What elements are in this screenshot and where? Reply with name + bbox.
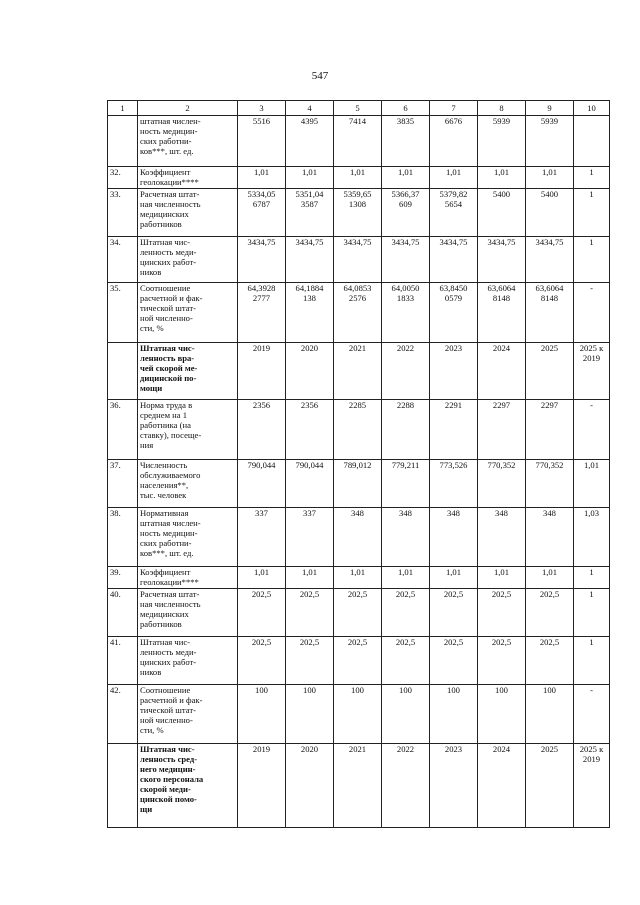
header-cell: 8 — [478, 101, 526, 116]
table-row — [108, 400, 610, 460]
value-cell: 5351,04 3587 — [286, 189, 334, 237]
value-cell: 202,5 — [526, 637, 574, 685]
value-cell: 202,5 — [334, 637, 382, 685]
value-cell: 773,526 — [430, 460, 478, 508]
value-cell: 2020 — [286, 744, 334, 828]
value-cell: 2024 — [478, 343, 526, 400]
value-cell: 2356 — [286, 400, 334, 460]
value-cell: 348 — [526, 508, 574, 567]
value-cell: 2025 — [526, 744, 574, 828]
value-cell: 4395 — [286, 116, 334, 167]
table-row — [108, 343, 610, 400]
value-cell: 779,211 — [382, 460, 430, 508]
header-cell: 6 — [382, 101, 430, 116]
value-cell: 202,5 — [382, 637, 430, 685]
value-cell: 2021 — [334, 744, 382, 828]
value-cell: 1 — [574, 637, 610, 685]
table-row — [108, 744, 610, 828]
value-cell: 63,8450 0579 — [430, 283, 478, 343]
value-cell: 1 — [574, 237, 610, 283]
value-cell: 1,01 — [526, 167, 574, 189]
value-cell: 202,5 — [430, 589, 478, 637]
row-label: Штатная чис- ленность меди- цинских работ- ников — [138, 237, 238, 283]
value-cell: 5359,65 1308 — [334, 189, 382, 237]
value-cell: 100 — [478, 685, 526, 744]
value-cell: 3434,75 — [238, 237, 286, 283]
value-cell: 100 — [334, 685, 382, 744]
table-row — [108, 685, 610, 744]
table-row — [108, 508, 610, 567]
header-cell: 1 — [108, 101, 138, 116]
value-cell: 3434,75 — [478, 237, 526, 283]
value-cell: 64,3928 2777 — [238, 283, 286, 343]
value-cell: 1,01 — [526, 567, 574, 589]
value-cell: 202,5 — [382, 589, 430, 637]
value-cell: 202,5 — [286, 637, 334, 685]
row-number — [108, 744, 138, 828]
value-cell: 5400 — [478, 189, 526, 237]
row-number: 32. — [108, 167, 138, 189]
value-cell: 2020 — [286, 343, 334, 400]
row-label: Нормативная штатная числен- ность медицин- ских работни- ков***, шт. ед. — [138, 508, 238, 567]
value-cell: 2291 — [430, 400, 478, 460]
value-cell: 3434,75 — [526, 237, 574, 283]
value-cell: 3434,75 — [286, 237, 334, 283]
value-cell: 1,01 — [334, 167, 382, 189]
row-number: 36. — [108, 400, 138, 460]
value-cell: 770,352 — [526, 460, 574, 508]
row-number: 40. — [108, 589, 138, 637]
value-cell: 202,5 — [430, 637, 478, 685]
row-label: Коэффициент геолокации**** — [138, 567, 238, 589]
row-label: Соотношение расчетной и фак- тической штат- ной численно- сти, % — [138, 685, 238, 744]
row-number: 33. — [108, 189, 138, 237]
row-number — [108, 343, 138, 400]
table-row — [108, 589, 610, 637]
value-cell: 202,5 — [478, 637, 526, 685]
value-cell: 100 — [286, 685, 334, 744]
value-cell: 1,01 — [286, 567, 334, 589]
value-cell: 770,352 — [478, 460, 526, 508]
value-cell: 2025 к 2019 — [574, 744, 610, 828]
value-cell: 337 — [286, 508, 334, 567]
header-cell: 2 — [138, 101, 238, 116]
row-label: Расчетная штат- ная численность медицинских работников — [138, 189, 238, 237]
value-cell: 100 — [382, 685, 430, 744]
value-cell: 1,01 — [334, 567, 382, 589]
row-label: Соотношение расчетной и фак- тической штат- ной численно- сти, % — [138, 283, 238, 343]
value-cell: 7414 — [334, 116, 382, 167]
value-cell: 1,01 — [238, 167, 286, 189]
value-cell: 348 — [430, 508, 478, 567]
value-cell: 5366,37 609 — [382, 189, 430, 237]
value-cell: 2019 — [238, 343, 286, 400]
row-number: 38. — [108, 508, 138, 567]
value-cell: 64,0050 1833 — [382, 283, 430, 343]
value-cell: 5379,82 5654 — [430, 189, 478, 237]
header-cell: 3 — [238, 101, 286, 116]
header-cell: 9 — [526, 101, 574, 116]
value-cell: 64,1884 138 — [286, 283, 334, 343]
value-cell: 3835 — [382, 116, 430, 167]
value-cell: 2024 — [478, 744, 526, 828]
table-row — [108, 283, 610, 343]
value-cell: 2022 — [382, 343, 430, 400]
value-cell: 348 — [382, 508, 430, 567]
value-cell: 5939 — [478, 116, 526, 167]
row-label: Коэффициент геолокации**** — [138, 167, 238, 189]
value-cell: 5939 — [526, 116, 574, 167]
value-cell: 337 — [238, 508, 286, 567]
row-number: 42. — [108, 685, 138, 744]
header-cell: 5 — [334, 101, 382, 116]
page-number: 547 — [311, 70, 329, 82]
value-cell: 2023 — [430, 343, 478, 400]
value-cell: 1,03 — [574, 508, 610, 567]
section-heading: Штатная чис- ленность сред- него медицин- ского персонала скорой меди- цинской помо- щи — [138, 744, 238, 828]
row-number — [108, 116, 138, 167]
value-cell: 1,01 — [430, 567, 478, 589]
value-cell: 202,5 — [238, 637, 286, 685]
value-cell: 2297 — [478, 400, 526, 460]
table-row — [108, 116, 610, 167]
row-number: 34. — [108, 237, 138, 283]
value-cell: 2025 — [526, 343, 574, 400]
data-table — [107, 100, 610, 828]
row-label: штатная числен- ность медицин- ских работни- ков***, шт. ед. — [138, 116, 238, 167]
value-cell: 5400 — [526, 189, 574, 237]
value-cell: - — [574, 685, 610, 744]
value-cell: 1,01 — [430, 167, 478, 189]
table-row — [108, 637, 610, 685]
value-cell: - — [574, 400, 610, 460]
value-cell: 2021 — [334, 343, 382, 400]
value-cell: 202,5 — [526, 589, 574, 637]
table-row — [108, 189, 610, 237]
section-heading: Штатная чис- ленность вра- чей скорой ме- дицинской по- мощи — [138, 343, 238, 400]
value-cell: 1 — [574, 167, 610, 189]
value-cell: 3434,75 — [382, 237, 430, 283]
value-cell: 790,044 — [238, 460, 286, 508]
value-cell: 1 — [574, 189, 610, 237]
value-cell: 1,01 — [478, 167, 526, 189]
value-cell: 1,01 — [574, 460, 610, 508]
value-cell: 100 — [430, 685, 478, 744]
value-cell: 63,6064 8148 — [478, 283, 526, 343]
value-cell: 1,01 — [478, 567, 526, 589]
value-cell: 1,01 — [382, 567, 430, 589]
value-cell: 1,01 — [286, 167, 334, 189]
header-cell: 4 — [286, 101, 334, 116]
value-cell: 2019 — [238, 744, 286, 828]
row-number: 39. — [108, 567, 138, 589]
row-number: 35. — [108, 283, 138, 343]
row-number: 41. — [108, 637, 138, 685]
value-cell: 64,0853 2576 — [334, 283, 382, 343]
value-cell: 6676 — [430, 116, 478, 167]
value-cell: 3434,75 — [430, 237, 478, 283]
value-cell: 100 — [526, 685, 574, 744]
value-cell: 202,5 — [478, 589, 526, 637]
header-cell: 7 — [430, 101, 478, 116]
value-cell: 2023 — [430, 744, 478, 828]
value-cell: 2297 — [526, 400, 574, 460]
value-cell: 202,5 — [286, 589, 334, 637]
value-cell: 202,5 — [334, 589, 382, 637]
value-cell: 2356 — [238, 400, 286, 460]
value-cell: 1,01 — [382, 167, 430, 189]
table-row — [108, 167, 610, 189]
header-cell: 10 — [574, 101, 610, 116]
row-label: Расчетная штат- ная численность медицинских работников — [138, 589, 238, 637]
value-cell: 348 — [334, 508, 382, 567]
row-label: Штатная чис- ленность меди- цинских работ- ников — [138, 637, 238, 685]
value-cell: 1,01 — [238, 567, 286, 589]
value-cell: 789,012 — [334, 460, 382, 508]
value-cell: - — [574, 283, 610, 343]
value-cell: 5334,05 6787 — [238, 189, 286, 237]
value-cell: 100 — [238, 685, 286, 744]
table-header-row — [108, 101, 610, 116]
row-label: Численность обслуживаемого населения**, тыс. человек — [138, 460, 238, 508]
value-cell: 2288 — [382, 400, 430, 460]
value-cell: 348 — [478, 508, 526, 567]
table-row — [108, 460, 610, 508]
row-number: 37. — [108, 460, 138, 508]
value-cell: 2025 к 2019 — [574, 343, 610, 400]
value-cell: 2285 — [334, 400, 382, 460]
value-cell: 1 — [574, 567, 610, 589]
value-cell: 5516 — [238, 116, 286, 167]
value-cell — [574, 116, 610, 167]
value-cell: 3434,75 — [334, 237, 382, 283]
table-row — [108, 567, 610, 589]
value-cell: 63,6064 8148 — [526, 283, 574, 343]
table-row — [108, 237, 610, 283]
value-cell: 1 — [574, 589, 610, 637]
value-cell: 2022 — [382, 744, 430, 828]
value-cell: 202,5 — [238, 589, 286, 637]
row-label: Норма труда в среднем на 1 работника (на ставку), посеще- ния — [138, 400, 238, 460]
value-cell: 790,044 — [286, 460, 334, 508]
